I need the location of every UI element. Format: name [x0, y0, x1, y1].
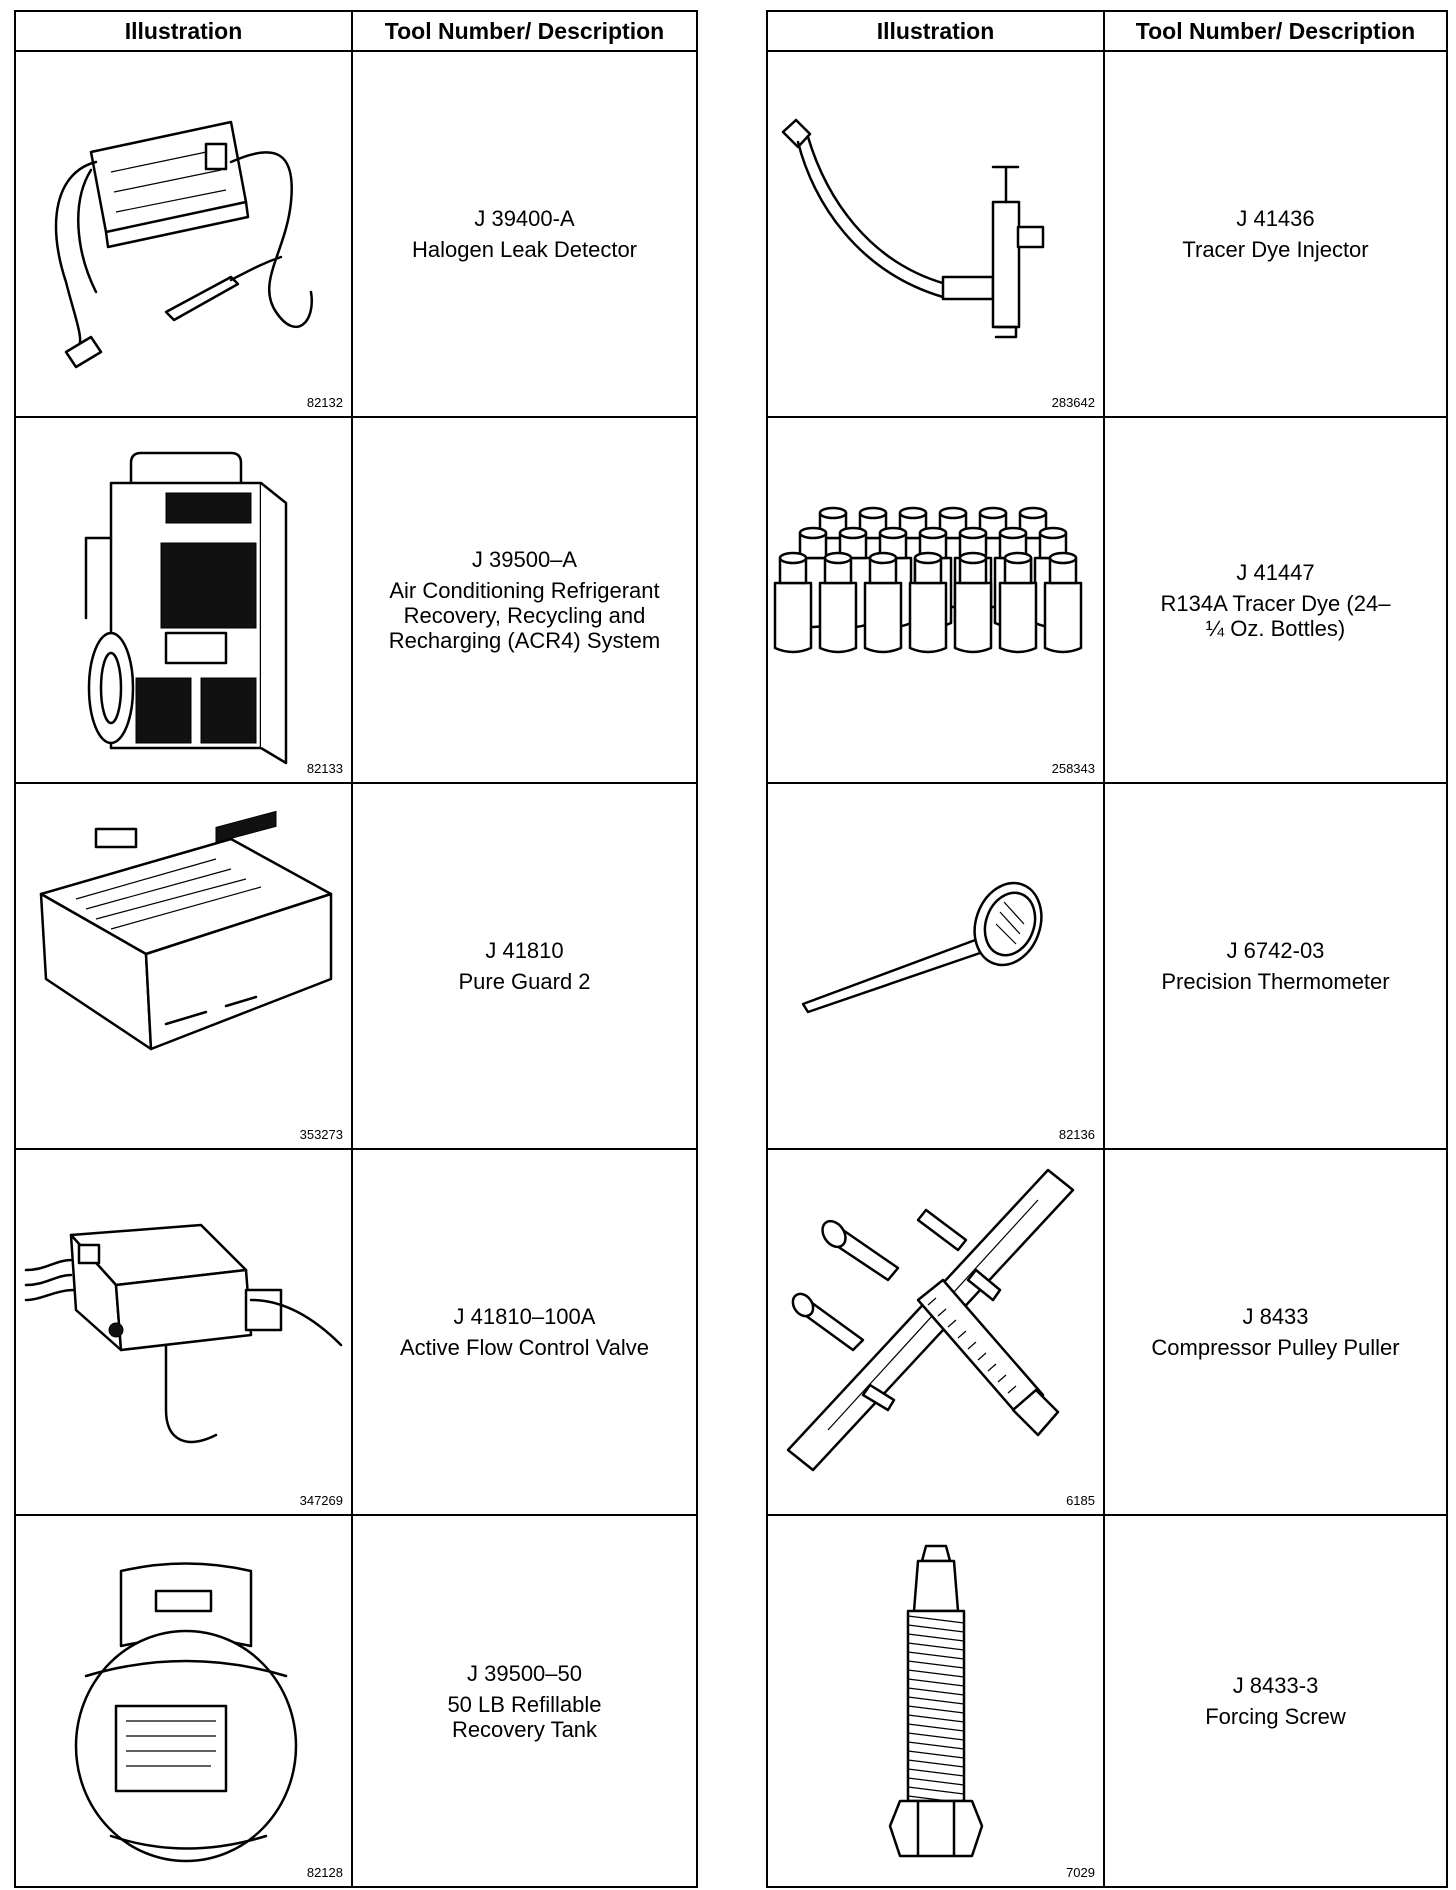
dye-bottles-icon: [768, 418, 1103, 784]
tool-description-cell: [1105, 52, 1446, 416]
tool-description-cell: [1105, 1516, 1446, 1886]
tool-description-cell: [353, 1150, 696, 1514]
tool-description: Pure Guard 2: [458, 969, 591, 994]
table-row: [16, 784, 696, 1150]
table-header: [768, 12, 1446, 52]
tool-number: J 8433: [1242, 1304, 1309, 1329]
table-header: [16, 12, 696, 52]
illustration-cell: [768, 784, 1105, 1148]
illustration-cell: [768, 1150, 1105, 1514]
table-row: [768, 1516, 1446, 1886]
figure-number: 258343: [1051, 761, 1095, 776]
forcing-screw-icon: [768, 1516, 1103, 1882]
flow-control-valve-icon: [16, 1150, 351, 1516]
tool-description: 50 LB Refillable Recovery Tank: [447, 1691, 602, 1742]
illustration-cell: [16, 1150, 353, 1514]
figure-number: 7029: [1066, 1865, 1095, 1880]
tool-table-left: [14, 10, 698, 1888]
illustration-cell: [768, 418, 1105, 782]
tool-description-cell: [1105, 784, 1446, 1148]
tool-header: Tool Number/ Description: [384, 17, 665, 44]
illustration-cell: [768, 1516, 1105, 1886]
tool-description-cell: [1105, 1150, 1446, 1514]
tool-number: J 39500–50: [467, 1660, 582, 1686]
acr4-system-icon: [16, 418, 351, 784]
thermometer-icon: [768, 784, 1103, 1150]
illustration-cell: [16, 784, 353, 1148]
pure-guard-icon: [16, 784, 351, 1150]
tool-description-cell: [353, 1516, 696, 1886]
tool-description: Compressor Pulley Puller: [1151, 1335, 1400, 1360]
table-row: [768, 1150, 1446, 1516]
tool-table-right: [766, 10, 1448, 1888]
figure-number: 82132: [306, 395, 343, 410]
tool-description-cell: [1105, 418, 1446, 782]
table-row: [768, 784, 1446, 1150]
figure-number: 6185: [1066, 1493, 1095, 1508]
tool-description-cell: [353, 418, 696, 782]
tool-number: J 39400-A: [474, 206, 575, 231]
tool-description: Halogen Leak Detector: [411, 237, 638, 262]
illustration-header: Illustration: [16, 12, 353, 50]
recovery-tank-icon: [16, 1516, 351, 1882]
figure-number: 353273: [299, 1127, 343, 1142]
illustration-header: Illustration: [768, 12, 1105, 50]
illustration-cell: [768, 52, 1105, 416]
tool-number: J 41810–100A: [453, 1304, 596, 1329]
tool-number: J 41436: [1236, 206, 1315, 231]
table-row: [16, 1516, 696, 1886]
figure-number: 82136: [1058, 1127, 1095, 1142]
table-row: [768, 418, 1446, 784]
tool-number: J 41447: [1236, 559, 1315, 585]
tool-description: Forcing Screw: [1205, 1704, 1346, 1729]
tool-description: Tracer Dye Injector: [1182, 237, 1369, 262]
tool-description-cell: [353, 52, 696, 416]
dye-injector-icon: [768, 52, 1103, 418]
illustration-cell: [16, 418, 353, 782]
illustration-cell: [16, 52, 353, 416]
tool-description: R134A Tracer Dye (24– ¼ Oz. Bottles): [1160, 590, 1391, 641]
figure-number: 283642: [1051, 395, 1095, 410]
tool-description: Precision Thermometer: [1161, 969, 1390, 994]
tool-number: J 6742-03: [1226, 938, 1325, 963]
table-row: [768, 52, 1446, 418]
figure-number: 82133: [306, 761, 343, 776]
table-row: [16, 1150, 696, 1516]
tool-number: J 39500–A: [471, 547, 578, 572]
halogen-leak-detector-icon: [16, 52, 351, 418]
table-row: [16, 418, 696, 784]
tool-description: Air Conditioning Refrigerant Recovery, Recycling and Recharging (ACR4) System: [388, 578, 661, 653]
figure-number: 82128: [306, 1865, 343, 1880]
figure-number: 347269: [299, 1493, 343, 1508]
tool-header: Tool Number/ Description: [1135, 17, 1416, 44]
illustration-cell: [16, 1516, 353, 1886]
table-row: [16, 52, 696, 418]
tool-number: J 8433-3: [1232, 1673, 1319, 1698]
pulley-puller-icon: [768, 1150, 1103, 1516]
tool-number: J 41810: [485, 938, 564, 963]
tool-description: Active Flow Control Valve: [399, 1335, 649, 1360]
tool-description-cell: [353, 784, 696, 1148]
